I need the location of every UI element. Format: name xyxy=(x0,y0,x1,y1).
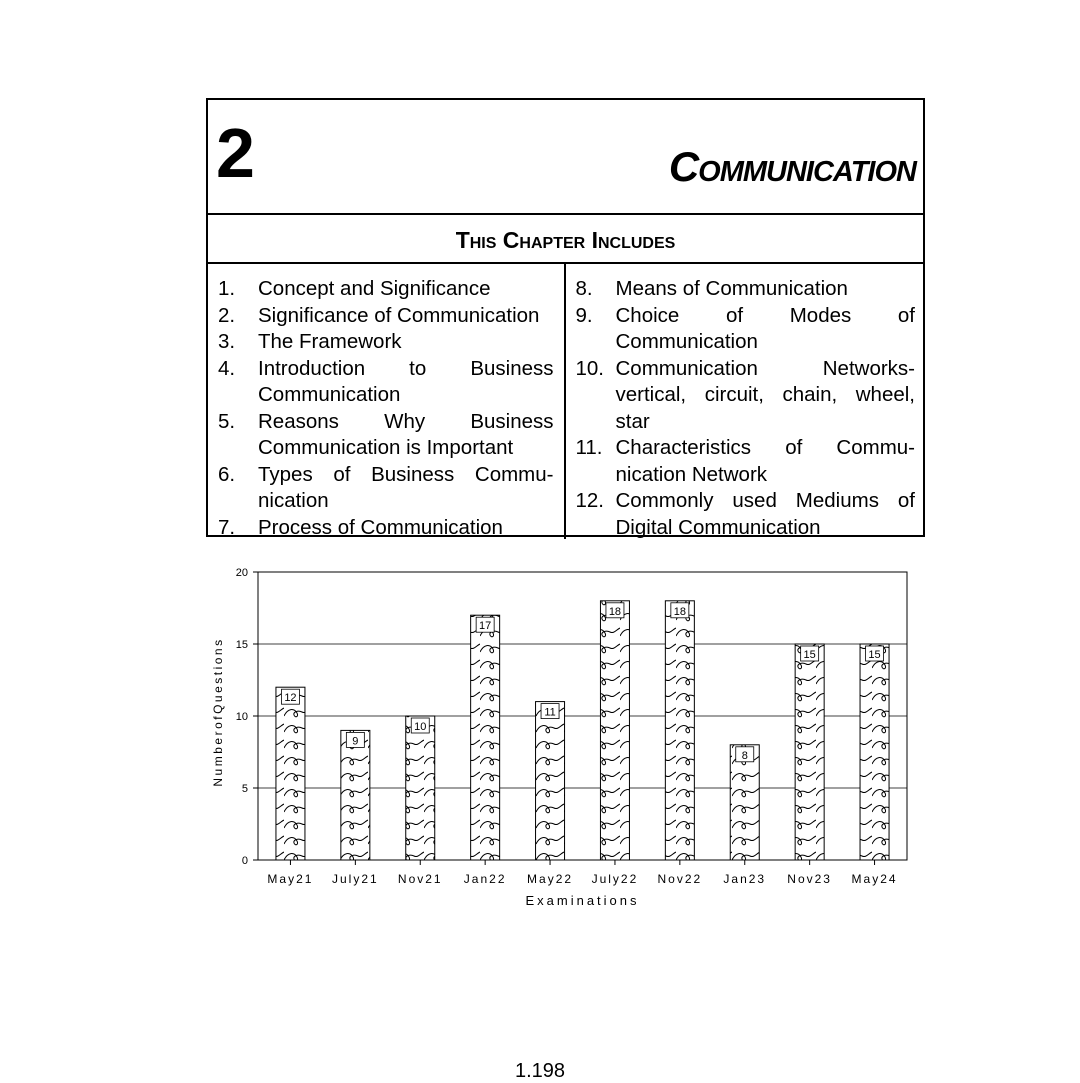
topic-number: 5. xyxy=(218,409,236,433)
bar xyxy=(276,687,305,860)
topic-text: Concept and Significance xyxy=(258,277,491,300)
topics-column-left xyxy=(208,264,566,539)
bar-value-label: 11 xyxy=(544,706,556,719)
topic-item xyxy=(218,329,554,356)
topic-text: Choice of Modes of Communication xyxy=(615,303,915,353)
topic-number: 11. xyxy=(575,436,603,459)
topic-number: 10. xyxy=(575,356,604,380)
topic-item xyxy=(218,276,554,303)
topic-text: Significance of Communication xyxy=(258,303,540,327)
topic-number: 12. xyxy=(575,489,604,512)
chapter-number: 2 xyxy=(216,114,255,192)
topic-text: Process of Communication xyxy=(258,515,503,539)
x-tick-label: Jan23 xyxy=(723,872,767,886)
x-tick-label: May24 xyxy=(851,872,898,886)
y-tick-label: 10 xyxy=(235,711,248,723)
bar xyxy=(600,601,629,860)
topic-item xyxy=(576,488,916,541)
topic-text: Reasons Why Business Communication is Important xyxy=(258,409,554,459)
bar-value-label: 15 xyxy=(803,649,816,661)
x-tick-label: July22 xyxy=(591,872,639,886)
questions-chart xyxy=(200,560,930,920)
bar xyxy=(665,601,694,860)
bar xyxy=(341,730,370,860)
topic-item xyxy=(576,303,916,356)
x-tick-label: Nov23 xyxy=(787,872,832,886)
bar xyxy=(536,702,565,860)
bar xyxy=(471,615,500,860)
topic-number: 2. xyxy=(218,303,236,327)
topic-text: Types of Business Commu-nication xyxy=(258,462,554,512)
topic-text: Commonly used Mediums of Digital Communication xyxy=(615,489,915,539)
chapter-includes-heading: This Chapter Includes xyxy=(208,215,923,264)
topic-number: 7. xyxy=(218,515,236,539)
y-tick-label: 0 xyxy=(241,855,248,867)
topic-text: The Framework xyxy=(258,330,402,353)
x-tick-label: May22 xyxy=(527,872,574,886)
topic-item xyxy=(576,435,916,488)
bar-value-label: 10 xyxy=(414,721,427,733)
bar xyxy=(406,716,435,860)
topic-text: Characteristics of Commu-nication Network xyxy=(615,436,915,486)
topic-item xyxy=(218,515,554,542)
bar-value-label: 9 xyxy=(352,735,359,748)
topic-number: 9. xyxy=(575,303,593,327)
topic-item xyxy=(218,409,554,462)
topic-item xyxy=(576,276,916,303)
x-tick-label: July21 xyxy=(332,872,379,886)
bar xyxy=(795,644,824,860)
topics-list xyxy=(208,264,923,539)
topic-number: 6. xyxy=(218,462,236,486)
topic-number: 1. xyxy=(218,277,236,300)
topics-column-right xyxy=(566,264,924,539)
x-axis-title: Examinations xyxy=(525,893,640,908)
page-number: 1.198 xyxy=(514,1060,566,1082)
topic-item xyxy=(218,462,554,515)
chapter-header xyxy=(208,100,923,215)
topic-item xyxy=(576,356,916,436)
x-tick-label: May21 xyxy=(267,872,314,886)
x-tick-label: Jan22 xyxy=(463,872,507,886)
y-tick-label: 5 xyxy=(241,783,248,795)
topic-text: Introduction to Business Communication xyxy=(258,356,554,406)
topic-number: 3. xyxy=(218,330,236,353)
bar xyxy=(860,644,889,860)
bar-value-label: 18 xyxy=(673,605,686,618)
bar-value-label: 18 xyxy=(608,605,622,618)
chapter-title: Communication xyxy=(668,143,916,190)
topic-number: 4. xyxy=(218,356,236,380)
bar-value-label: 15 xyxy=(868,649,881,661)
y-tick-label: 20 xyxy=(235,567,248,579)
y-axis-title: NumberofQuestions xyxy=(211,637,225,787)
topic-text: Communication Networks-vertical, circuit, chain, wheel, star xyxy=(615,356,915,433)
chapter-box xyxy=(206,98,925,537)
bar-value-label: 12 xyxy=(284,692,297,705)
topic-text: Means of Communication xyxy=(615,277,848,300)
topic-item xyxy=(218,356,554,409)
bar-chart-svg xyxy=(200,560,930,920)
bar-value-label: 17 xyxy=(479,620,492,633)
x-tick-label: Nov21 xyxy=(397,872,443,886)
topic-item xyxy=(218,303,554,330)
x-tick-label: Nov22 xyxy=(657,872,703,886)
y-tick-label: 15 xyxy=(235,639,248,651)
bar-value-label: 8 xyxy=(741,749,748,762)
topic-number: 8. xyxy=(575,277,593,300)
